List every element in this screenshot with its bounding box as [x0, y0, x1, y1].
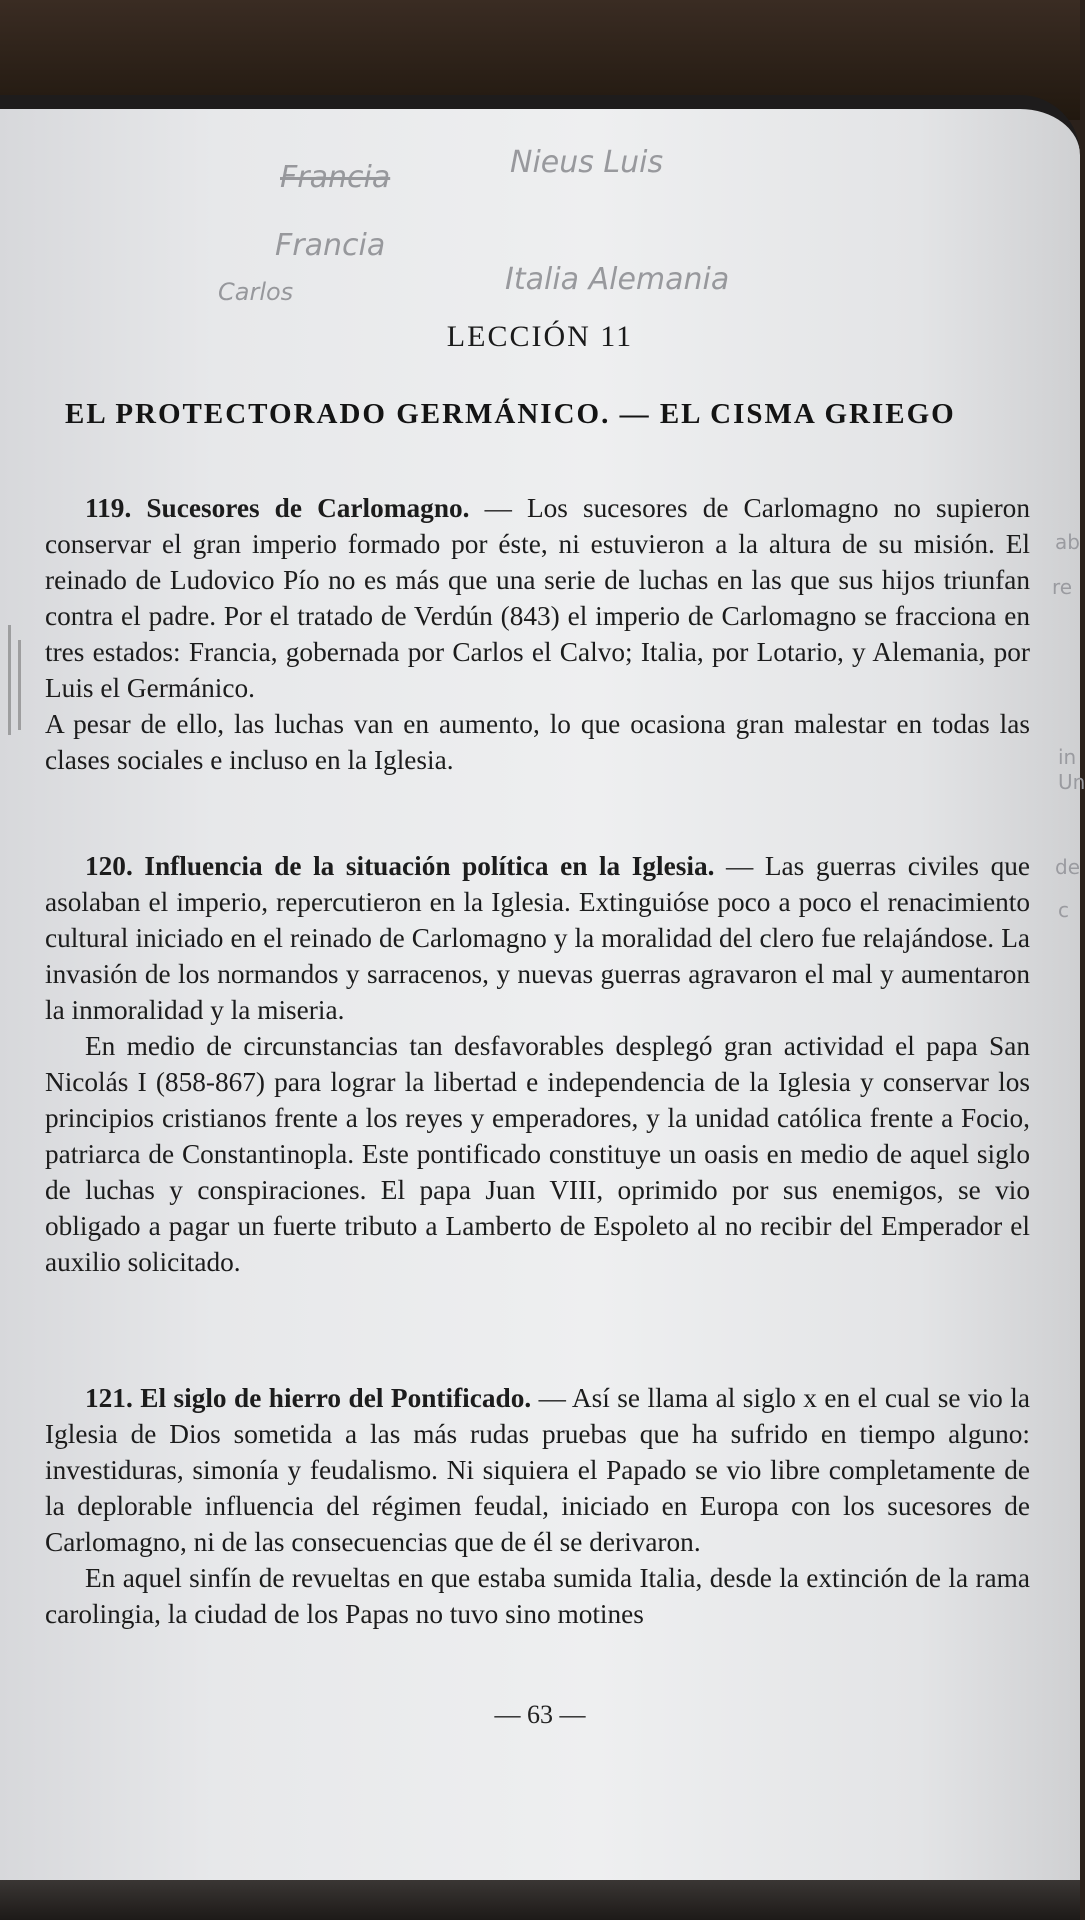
margin-note: ab	[1055, 530, 1080, 554]
lesson-label: LECCIÓN 11	[446, 320, 634, 353]
margin-note: Un	[1058, 770, 1085, 794]
margin-note: de	[1055, 855, 1080, 879]
paragraph: A pesar de ello, las luchas van en aumento, lo que ocasiona gran malestar en todas las clases sociales e incluso en la Iglesia.	[45, 709, 1030, 775]
section-text: — Así se llama al siglo x en el cual se vio la Iglesia de Dios sometida a las más rudas pruebas que ha sufrido en tiempo alguno: investiduras, simonía y feudalismo. Ni siquiera el Papado se vio libre completamente de la deplorable influencia del régimen feudal, iniciado en Europa con los sucesores de Carlomagno, ni de las consecuencias que de él se derivaron.	[45, 1383, 1030, 1557]
paragraph	[45, 848, 1030, 1028]
section-121	[45, 1380, 1030, 1632]
section-heading: 121. El siglo de hierro del Pontificado.	[85, 1383, 532, 1413]
section-119	[45, 490, 1030, 778]
margin-note: re	[1052, 575, 1073, 599]
chapter-title: EL PROTECTORADO GERMÁNICO. — EL CISMA GRIEGO	[65, 398, 956, 430]
paragraph: En medio de circunstancias tan desfavorables desplegó gran actividad el papa San Nicolás I (858-867) para lograr la libertad e independencia de la Iglesia y conservar los principios cristianos frente a los reyes y emperadores, y la unidad católica frente a Focio, patriarca de Constantinopla. Este pontificado constituye un oasis en medio de aquel siglo de luchas y conspiraciones. El papa Juan VIII, oprimido por sus enemigos, se vio obligado a pagar un fuerte tributo a Lamberto de Espoleto al no recibir del Emperador el auxilio solicitado.	[45, 1031, 1030, 1277]
section-heading: 119. Sucesores de Carlomagno.	[85, 493, 470, 523]
margin-line	[18, 640, 21, 730]
paragraph	[45, 1380, 1030, 1560]
section-text: — Los sucesores de Carlomagno no supieron conservar el gran imperio formado por éste, ni estuvieron a la altura de su misión. El reinado de Ludovico Pío no es más que una serie de luchas en las que sus hijos triunfan contra el padre. Por el tratado de Verdún (843) el imperio de Carlomagno se fracciona en tres estados: Francia, gobernada por Carlos el Calvo; Italia, por Lotario, y Alemania, por Luis el Germánico.	[45, 493, 1030, 703]
handwritten-note: Francia	[280, 160, 391, 195]
margin-note: c	[1058, 898, 1069, 922]
section-heading: 120. Influencia de la situación política en la Iglesia.	[85, 851, 715, 881]
section-text: — Las guerras civiles que asolaban el imperio, repercutieron en la Iglesia. Extinguióse poco a poco el renacimiento cultural iniciado en el reinado de Carlomagno y la moralidad del clero fue relajándose. La invasión de los normandos y sarracenos, y nuevas guerras agravaron el mal y aumentaron la inmoralidad y la miseria.	[45, 851, 1030, 1025]
handwritten-note: Carlos	[218, 278, 294, 306]
margin-line	[8, 625, 11, 735]
section-120	[45, 848, 1030, 1280]
paragraph	[45, 490, 1030, 706]
page-number: — 63 —	[494, 1700, 586, 1729]
handwritten-note: Francia	[275, 228, 386, 263]
paragraph: En aquel sinfín de revueltas en que estaba sumida Italia, desde la extinción de la rama carolingia, la ciudad de los Papas no tuvo sino motines	[45, 1563, 1030, 1629]
handwritten-note: Italia Alemania	[505, 262, 730, 297]
page-bottom-edge	[0, 1880, 1080, 1920]
margin-note: in	[1058, 745, 1077, 769]
handwritten-note: Nieus Luis	[510, 145, 664, 180]
